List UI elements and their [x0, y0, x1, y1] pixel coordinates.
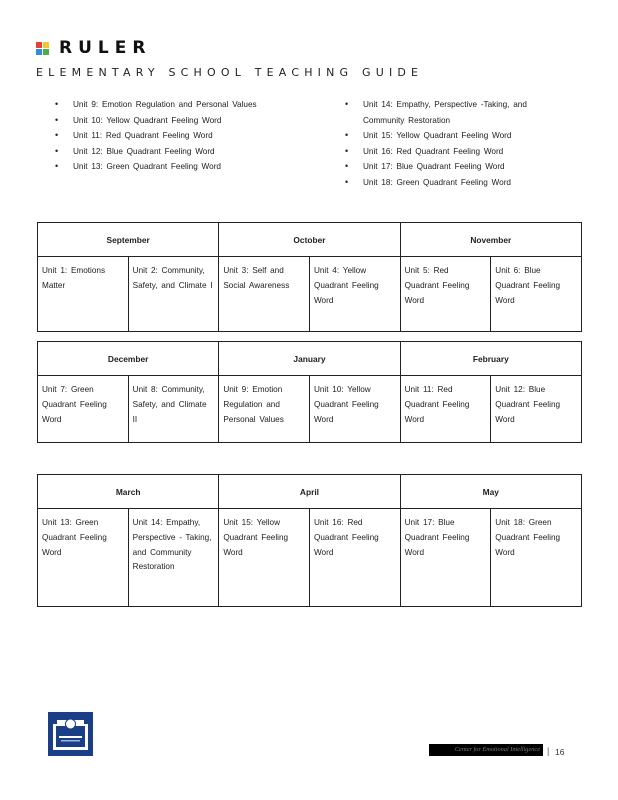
- calendar-table-fall: [37, 222, 582, 332]
- logo-square-yellow: [43, 42, 49, 48]
- list-item: • Unit 9: Emotion Regulation and Personal Values: [55, 97, 270, 113]
- list-item: • Unit 13: Green Quadrant Feeling Word: [55, 159, 270, 175]
- list-item: • Unit 15: Yellow Quadrant Feeling Word: [345, 128, 570, 144]
- list-item: • Unit 18: Green Quadrant Feeling Word: [345, 175, 570, 191]
- units-list-left: [55, 97, 270, 175]
- list-item: • Unit 16: Red Quadrant Feeling Word: [345, 144, 570, 160]
- footer-center-label: Center for Emotional Intelligence: [429, 744, 543, 756]
- unit-cell: Unit 7: Green Quadrant Feeling Word: [38, 376, 129, 443]
- header: [36, 38, 151, 58]
- unit-cell: Unit 15: Yellow Quadrant Feeling Word: [219, 509, 310, 607]
- logo-square-red: [36, 42, 42, 48]
- table-row: [38, 509, 582, 607]
- ruler-logo: [36, 38, 151, 58]
- unit-cell: Unit 16: Red Quadrant Feeling Word: [309, 509, 400, 607]
- logo-square-green: [43, 49, 49, 55]
- table-row: [38, 376, 582, 443]
- month-header: January: [219, 342, 400, 376]
- unit-cell: Unit 2: Community, Safety, and Climate I: [128, 257, 219, 332]
- table-row: [38, 257, 582, 332]
- month-header: September: [38, 223, 219, 257]
- list-item: • Unit 10: Yellow Quadrant Feeling Word: [55, 113, 270, 129]
- logo-text: RULER: [59, 38, 152, 58]
- ruler-logo-mark-icon: [36, 42, 49, 55]
- month-header: October: [219, 223, 400, 257]
- unit-cell: Unit 18: Green Quadrant Feeling Word: [491, 509, 582, 607]
- month-header: April: [219, 475, 400, 509]
- list-item: • Unit 14: Empathy, Perspective -Taking, and Community Restoration: [345, 97, 570, 128]
- month-header: March: [38, 475, 219, 509]
- page-number: 16: [555, 747, 565, 757]
- document-subtitle: ELEMENTARY SCHOOL TEACHING GUIDE: [36, 66, 424, 79]
- logo-square-blue: [36, 49, 42, 55]
- table-header-row: [38, 475, 582, 509]
- month-header: November: [400, 223, 581, 257]
- month-header: December: [38, 342, 219, 376]
- list-item: • Unit 17: Blue Quadrant Feeling Word: [345, 159, 570, 175]
- school-seal-icon: [48, 712, 93, 756]
- table-header-row: [38, 342, 582, 376]
- month-header: February: [400, 342, 581, 376]
- unit-cell: Unit 17: Blue Quadrant Feeling Word: [400, 509, 491, 607]
- unit-cell: Unit 8: Community, Safety, and Climate II: [128, 376, 219, 443]
- calendar-table-winter: [37, 341, 582, 443]
- unit-cell: Unit 14: Empathy, Perspective - Taking, and Community Restoration: [128, 509, 219, 607]
- calendar-table-spring: [37, 474, 582, 607]
- units-list-right: [345, 97, 570, 191]
- unit-cell: Unit 13: Green Quadrant Feeling Word: [38, 509, 129, 607]
- list-item: • Unit 11: Red Quadrant Feeling Word: [55, 128, 270, 144]
- table-header-row: [38, 223, 582, 257]
- unit-cell: Unit 6: Blue Quadrant Feeling Word: [491, 257, 582, 332]
- month-header: May: [400, 475, 581, 509]
- unit-cell: Unit 9: Emotion Regulation and Personal Values: [219, 376, 310, 443]
- unit-cell: Unit 1: Emotions Matter: [38, 257, 129, 332]
- unit-cell: Unit 10: Yellow Quadrant Feeling Word: [309, 376, 400, 443]
- unit-cell: Unit 11: Red Quadrant Feeling Word: [400, 376, 491, 443]
- footer-separator: |: [547, 746, 550, 756]
- list-item: • Unit 12: Blue Quadrant Feeling Word: [55, 144, 270, 160]
- unit-cell: Unit 3: Self and Social Awareness: [219, 257, 310, 332]
- unit-cell: Unit 5: Red Quadrant Feeling Word: [400, 257, 491, 332]
- unit-cell: Unit 12: Blue Quadrant Feeling Word: [491, 376, 582, 443]
- unit-cell: Unit 4: Yellow Quadrant Feeling Word: [309, 257, 400, 332]
